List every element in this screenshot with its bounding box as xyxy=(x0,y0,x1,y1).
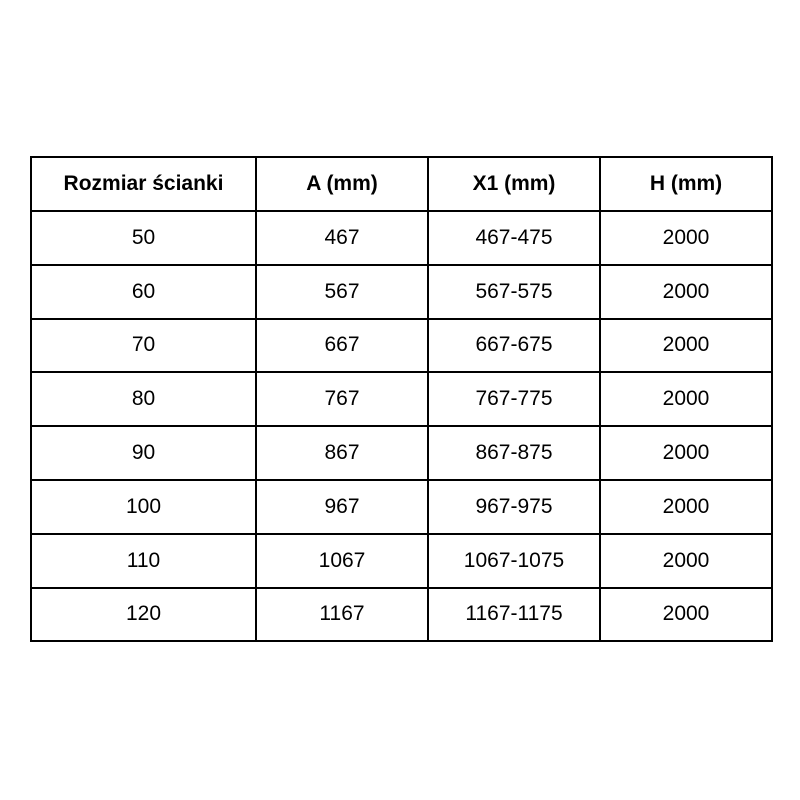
size-spec-table-container xyxy=(30,156,771,642)
table-cell: 2000 xyxy=(600,319,772,373)
spec-table xyxy=(30,156,773,642)
table-body xyxy=(31,211,772,641)
table-cell: 2000 xyxy=(600,480,772,534)
table-cell: 767 xyxy=(256,372,428,426)
table-cell: 80 xyxy=(31,372,256,426)
table-cell: 1067 xyxy=(256,534,428,588)
table-row xyxy=(31,211,772,265)
table-row xyxy=(31,265,772,319)
table-cell: 867 xyxy=(256,426,428,480)
table-cell: 100 xyxy=(31,480,256,534)
table-cell: 667-675 xyxy=(428,319,600,373)
table-cell: 1067-1075 xyxy=(428,534,600,588)
table-row xyxy=(31,534,772,588)
header-cell: X1 (mm) xyxy=(428,157,600,211)
table-cell: 567 xyxy=(256,265,428,319)
table-row xyxy=(31,426,772,480)
table-cell: 50 xyxy=(31,211,256,265)
table-cell: 967-975 xyxy=(428,480,600,534)
table-cell: 2000 xyxy=(600,372,772,426)
table-row xyxy=(31,588,772,642)
table-cell: 110 xyxy=(31,534,256,588)
table-cell: 70 xyxy=(31,319,256,373)
table-cell: 120 xyxy=(31,588,256,642)
table-cell: 467-475 xyxy=(428,211,600,265)
table-cell: 467 xyxy=(256,211,428,265)
header-cell: H (mm) xyxy=(600,157,772,211)
table-row xyxy=(31,372,772,426)
table-cell: 667 xyxy=(256,319,428,373)
table-cell: 2000 xyxy=(600,211,772,265)
table-cell: 90 xyxy=(31,426,256,480)
table-cell: 567-575 xyxy=(428,265,600,319)
table-cell: 767-775 xyxy=(428,372,600,426)
table-cell: 2000 xyxy=(600,534,772,588)
table-cell: 867-875 xyxy=(428,426,600,480)
table-cell: 60 xyxy=(31,265,256,319)
table-row xyxy=(31,480,772,534)
table-cell: 2000 xyxy=(600,426,772,480)
table-cell: 2000 xyxy=(600,588,772,642)
table-cell: 1167 xyxy=(256,588,428,642)
table-cell: 967 xyxy=(256,480,428,534)
table-cell: 2000 xyxy=(600,265,772,319)
table-row xyxy=(31,319,772,373)
header-row xyxy=(31,157,772,211)
table-cell: 1167-1175 xyxy=(428,588,600,642)
header-cell: A (mm) xyxy=(256,157,428,211)
header-cell: Rozmiar ścianki xyxy=(31,157,256,211)
